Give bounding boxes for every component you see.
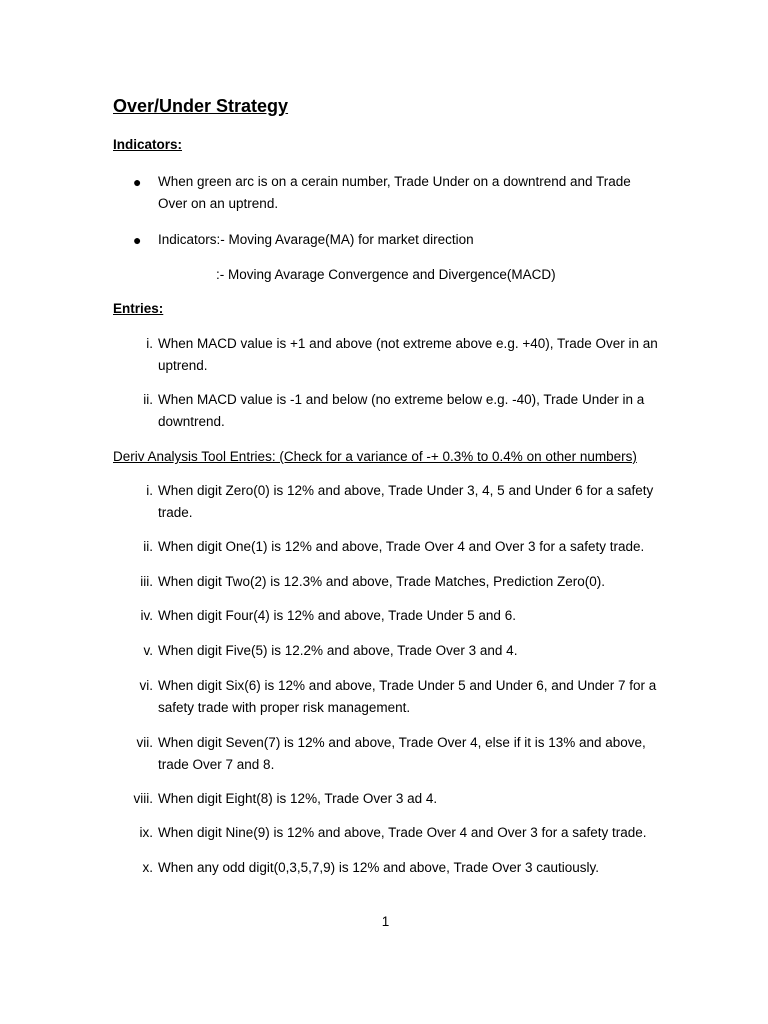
- list-item: [113, 640, 658, 662]
- list-marker: ii.: [143, 392, 153, 407]
- list-marker: v.: [143, 643, 153, 658]
- list-text: When digit Seven(7) is 12% and above, Trade Over 4, else if it is 13% and above, trade Over 7 and 8.: [158, 735, 646, 772]
- list-item: [113, 536, 658, 558]
- document-page: [113, 0, 658, 1024]
- list-item: [113, 333, 658, 377]
- list-marker: i.: [146, 483, 153, 498]
- bullet-item: [113, 171, 658, 215]
- list-item: [113, 480, 658, 524]
- list-item: [113, 788, 658, 810]
- list-text: When MACD value is -1 and below (no extreme below e.g. -40), Trade Under in a downtrend.: [158, 392, 645, 429]
- list-text: When digit Eight(8) is 12%, Trade Over 3 ad 4.: [158, 791, 438, 806]
- list-item: [113, 605, 658, 627]
- list-marker: iii.: [140, 574, 153, 589]
- indicator-continuation: :- Moving Avarage Convergence and Divergence(MACD): [216, 267, 556, 282]
- list-text: When digit Four(4) is 12% and above, Trade Under 5 and 6.: [158, 608, 516, 623]
- list-marker: viii.: [133, 791, 153, 806]
- list-text: When digit Six(6) is 12% and above, Trade Under 5 and Under 6, and Under 7 for a safety trade with proper risk management.: [158, 678, 657, 715]
- list-item: [113, 675, 658, 719]
- list-text: When MACD value is +1 and above (not extreme above e.g. +40), Trade Over in an uptrend.: [158, 336, 658, 373]
- list-marker: vii.: [136, 735, 153, 750]
- list-item: [113, 732, 658, 776]
- list-text: When digit One(1) is 12% and above, Trade Over 4 and Over 3 for a safety trade.: [158, 539, 645, 554]
- list-marker: ii.: [143, 539, 153, 554]
- list-text: When digit Zero(0) is 12% and above, Trade Under 3, 4, 5 and Under 6 for a safety trade.: [158, 483, 654, 520]
- list-marker: i.: [146, 336, 153, 351]
- list-item: [113, 389, 658, 433]
- bullet-text: When green arc is on a cerain number, Trade Under on a downtrend and Trade Over on an uptrend.: [158, 174, 631, 211]
- list-marker: iv.: [140, 608, 153, 623]
- deriv-heading: Deriv Analysis Tool Entries: (Check for a variance of -+ 0.3% to 0.4% on other numbers): [113, 449, 637, 464]
- page-title: Over/Under Strategy: [113, 96, 289, 116]
- list-text: When any odd digit(0,3,5,7,9) is 12% and above, Trade Over 3 cautiously.: [158, 860, 600, 875]
- entries-heading: Entries:: [113, 301, 164, 316]
- list-marker: x.: [142, 860, 153, 875]
- indicators-heading: Indicators:: [113, 137, 183, 152]
- bullet-text: Indicators:- Moving Avarage(MA) for market direction: [158, 232, 474, 247]
- page-number: 1: [381, 914, 390, 929]
- bullet-icon: ●: [133, 174, 142, 190]
- list-item: [113, 571, 658, 593]
- list-marker: vi.: [139, 678, 153, 693]
- list-marker: ix.: [139, 825, 153, 840]
- bullet-icon: ●: [133, 232, 142, 248]
- list-text: When digit Five(5) is 12.2% and above, Trade Over 3 and 4.: [158, 643, 518, 658]
- list-item: [113, 857, 658, 879]
- list-item: [113, 822, 658, 844]
- bullet-item: [113, 229, 658, 251]
- list-text: When digit Nine(9) is 12% and above, Trade Over 4 and Over 3 for a safety trade.: [158, 825, 647, 840]
- list-text: When digit Two(2) is 12.3% and above, Trade Matches, Prediction Zero(0).: [158, 574, 605, 589]
